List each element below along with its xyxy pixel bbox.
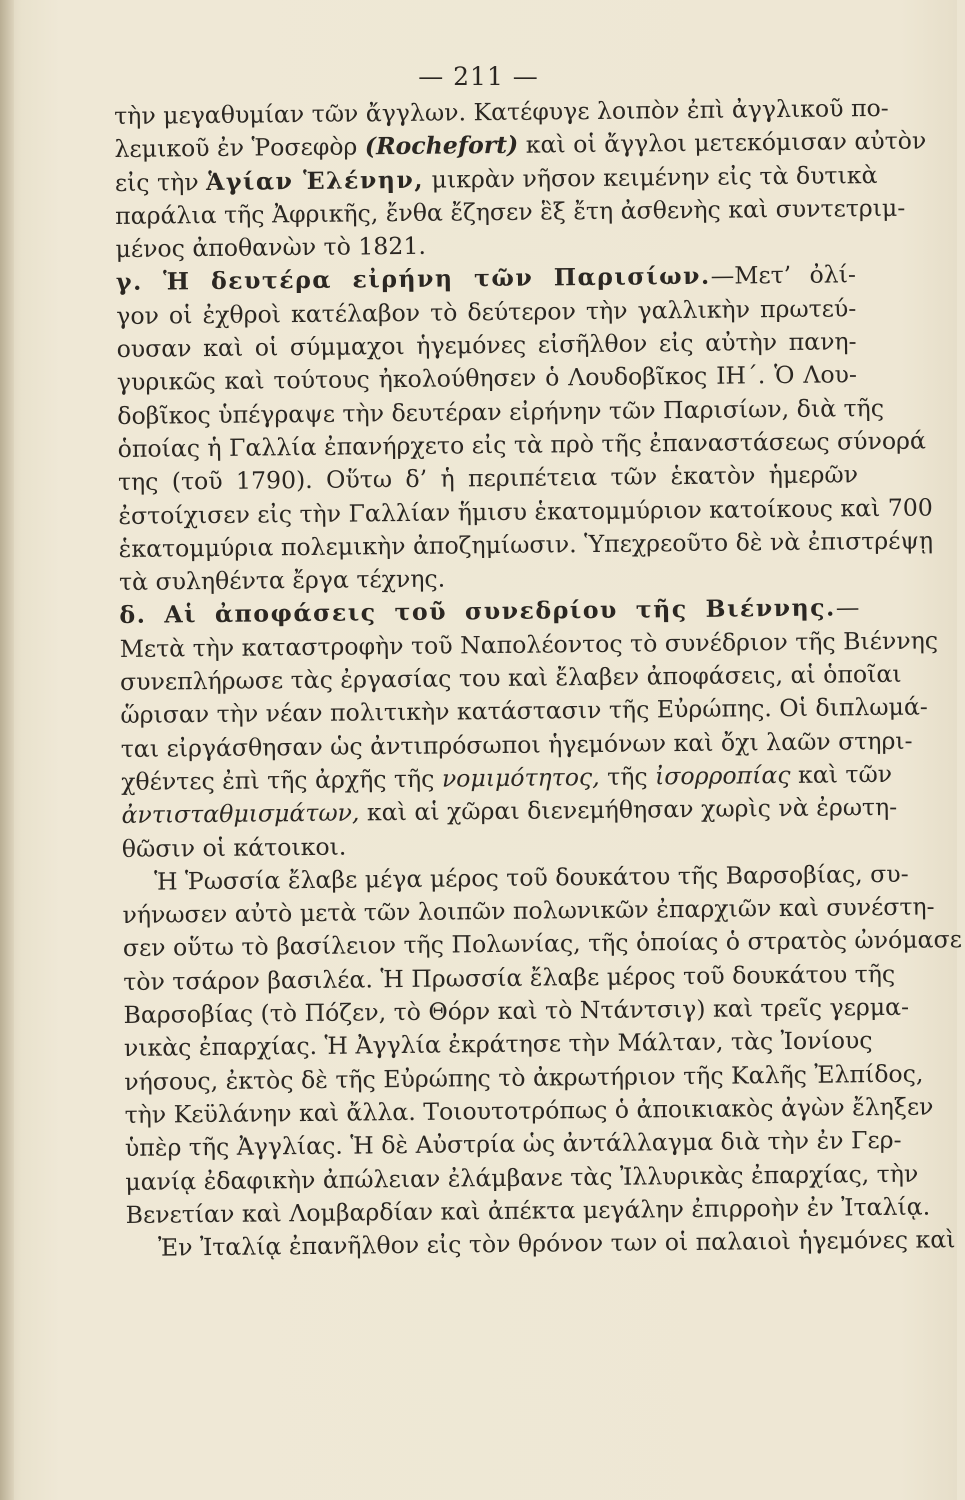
text-run: Βαρσοβίας (τὸ Πόζεν, τὸ Θόρν καὶ τὸ Ντάντσιγ) καὶ τρεῖς γερμα- <box>123 992 910 1029</box>
emphasized-text: (Rochefort) <box>364 131 519 161</box>
text-run: Βενετίαν καὶ Λομβαρδίαν καὶ ἀπέκτα μεγάλην ἐπιρροὴν ἐν Ἰταλίᾳ. <box>125 1192 931 1229</box>
text-run: χθέντες ἐπὶ τῆς ἀρχῆς τῆς <box>120 764 443 796</box>
text-run: ἐστοίχισεν εἰς τὴν Γαλλίαν ἥμισυ ἑκατομμύριον κατοίκους καὶ 700 <box>118 493 934 530</box>
emphasized-text: Ἁγίαν Ἑλένην, <box>205 165 425 196</box>
text-run: Μετὰ τὴν καταστροφὴν τοῦ Ναπολέοντος τὸ συνέδριον τῆς Βιέννης <box>119 626 939 663</box>
text-run: εἰς τὴν <box>114 167 207 197</box>
text-run: νήνωσεν αὐτὸ μετὰ τῶν λοιπῶν πολωνικῶν ἐπαρχιῶν καὶ συνέστη- <box>122 892 935 930</box>
text-run: μένος ἀποθανὼν τὸ 1821. <box>115 231 427 264</box>
text-run: καὶ αἱ χῶραι διενεμήθησαν χωρὶς νὰ ἐρωτη- <box>359 793 898 827</box>
text-run: ται εἰργάσθησαν ὡς ἀντιπρόσωποι ἡγεμόνων καὶ ὄχι λαῶν στηρι- <box>120 726 913 763</box>
emphasized-text: ἀντισταθμισμάτων, <box>121 798 360 830</box>
text-run: της (τοῦ 1790). Οὕτω δ’ ἡ περιπέτεια τῶν ἑκατὸν ἡμερῶν <box>117 460 859 497</box>
text-run: ουσαν καὶ οἱ σύμμαχοι ἡγεμόνες εἰσῆλθον εἰς αὐτὴν πανη- <box>116 327 857 364</box>
text-run: τὸν τσάρον βασιλέα. Ἡ Πρωσσία ἔλαβε μέρος τοῦ δουκάτου τῆς <box>123 959 896 996</box>
text-run: θῶσιν οἱ κάτοικοι. <box>121 832 347 863</box>
body-text <box>114 92 963 1265</box>
text-run: Ἐν Ἰταλίᾳ ἐπανῆλθον εἰς τὸν θρόνον των οἱ παλαιοὶ ἡγεμόνες καὶ <box>157 1225 956 1262</box>
text-run: Ἡ Ῥωσσία ἔλαβε μέγα μέρος τοῦ δουκάτου τῆς Βαρσοβίας, συ- <box>154 859 909 896</box>
text-run: τῆς <box>599 762 656 791</box>
text-run: συνεπλήρωσε τὰς ἐργασίας του καὶ ἔλαβεν ἀποφάσεις, αἱ ὁποῖαι <box>119 659 902 697</box>
text-run: νήσους, ἐκτὸς δὲ τῆς Εὐρώπης τὸ ἀκρωτήριον τῆς Καλῆς Ἐλπίδος, <box>124 1059 924 1096</box>
text-run: λεμικοῦ ἐν Ῥοσεφὸρ <box>114 132 365 164</box>
text-run: ἑκατομμύρια πολεμικὴν ἀποζημίωσιν. Ὑπεχρεοῦτο δὲ νὰ ἐπιστρέψῃ <box>118 526 934 563</box>
text-run: μανίᾳ ἐδαφικὴν ἀπώλειαν ἐλάμβανε τὰς Ἰλλυρικὰς ἐπαρχίας, τὴν <box>125 1159 919 1196</box>
text-run: — <box>835 593 860 622</box>
page-binding-edge <box>0 0 14 1500</box>
text-run: σεν οὕτω τὸ βασίλειον τῆς Πολωνίας, τῆς ὁποίας ὁ στρατὸς ὠνόμασε <box>122 925 963 963</box>
text-run: τὴν μεγαθυμίαν τῶν ἄγγλων. Κατέφυγε λοιπὸν ἐπὶ ἀγγλικοῦ πο- <box>114 93 889 130</box>
page-number: — 211 — <box>418 62 539 91</box>
text-run: νικὰς ἐπαρχίας. Ἡ Ἀγγλία ἐκράτησε τὴν Μάλταν, τὰς Ἰονίους <box>123 1026 873 1063</box>
text-run: μικρὰν νῆσον κειμένην εἰς τὰ δυτικὰ <box>423 160 878 194</box>
text-run: τὴν Κεϋλάνην καὶ ἄλλα. Τοιουτοτρόπως ὁ ἀποικιακὸς ἀγὼν ἔληξεν <box>124 1092 934 1129</box>
text-run: παράλια τῆς Ἀφρικῆς, ἔνθα ἔζησεν ἓξ ἔτη ἀσθενὴς καὶ συντετριμ- <box>115 193 906 230</box>
text-run: ὁποίας ἡ Γαλλία ἐπανήρχετο εἰς τὰ πρὸ τῆς ἐπαναστάσεως σύνορά <box>117 426 927 463</box>
text-line <box>126 1224 956 1265</box>
text-run: ὥρισαν τὴν νέαν πολιτικὴν κατάστασιν τῆς Εὐρώπης. Οἱ διπλωμά- <box>120 692 928 730</box>
text-run: γυρικῶς καὶ τούτους ἠκολούθησεν ὁ Λουδοβῖκος ΙΗ΄. Ὁ Λου- <box>116 360 858 397</box>
text-run: γον οἱ ἐχθροὶ κατέλαβον τὸ δεύτερον τὴν γαλλικὴν πρωτεύ- <box>116 294 857 330</box>
emphasized-text: δ. Αἱ ἀποφάσεις τοῦ συνεδρίου τῆς Βιέννης. <box>119 593 836 630</box>
emphasized-text: γ. Ἡ δευτέρα εἰρήνη τῶν Παρισίων. <box>115 262 711 297</box>
text-run: ὑπὲρ τῆς Ἀγγλίας. Ἡ δὲ Αὐστρία ὡς ἀντάλλαγμα διὰ τὴν ἐν Γερ- <box>124 1126 902 1163</box>
text-run: καὶ τῶν <box>790 759 893 789</box>
emphasized-text: νομιμότητος, <box>441 762 600 793</box>
text-run: —Μετ’ ὀλί- <box>710 260 857 291</box>
text-run: δοβῖκος ὑπέγραψε τὴν δευτέραν εἰρήνην τῶν Παρισίων, διὰ τῆς <box>117 393 885 430</box>
text-run: τὰ συληθέντα ἔργα τέχνης. <box>118 564 446 597</box>
emphasized-text: ἰσορροπίας <box>654 760 791 791</box>
text-run: καὶ οἱ ἄγγλοι μετεκόμισαν αὐτὸν <box>518 126 927 160</box>
